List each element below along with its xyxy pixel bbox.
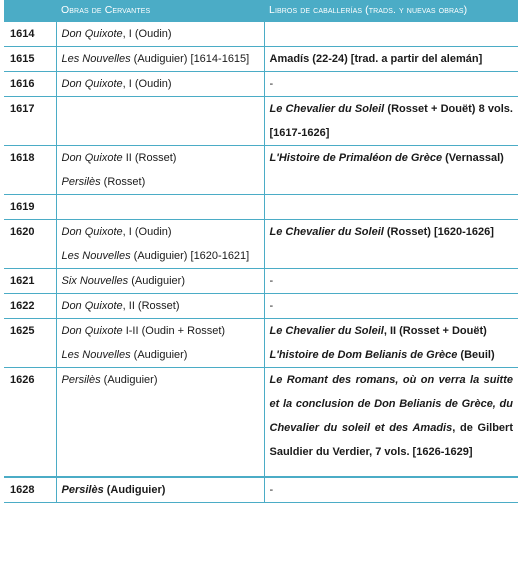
caballerias-cell — [264, 22, 518, 47]
cervantes-cell — [56, 294, 264, 319]
work-line — [62, 146, 259, 170]
year-cell: 1615 — [4, 47, 56, 72]
cervantes-cell — [56, 97, 264, 146]
table-row — [4, 146, 518, 195]
work-detail: , II (Rosset + Douët) — [383, 325, 487, 337]
work-detail: , de Gilbert Sauldier du Verdier, 7 vols. [1626-1629] — [269, 422, 513, 458]
year-cell: 1628 — [4, 477, 56, 503]
year-cell: 1626 — [4, 368, 56, 478]
work-line — [62, 170, 259, 194]
year-cell: 1620 — [4, 220, 56, 269]
table-row — [4, 294, 518, 319]
work-title: Les Nouvelles — [61, 53, 131, 65]
work-title: Le Chevalier du Soleil — [269, 103, 385, 115]
table-row — [4, 97, 518, 146]
caballerias-cell — [264, 319, 518, 368]
work-title: Le Chevalier du Soleil — [269, 226, 384, 238]
cervantes-cell — [56, 47, 264, 72]
year-cell: 1618 — [4, 146, 56, 195]
caballerias-cell — [264, 146, 518, 195]
caballerias-cell — [264, 97, 518, 146]
table-row — [4, 368, 518, 478]
work-title: L'histoire de Dom Belianis de Grèce — [269, 349, 458, 361]
caballerias-cell — [264, 220, 518, 269]
work-detail: (Audiguier) [1614-1615] — [130, 53, 250, 65]
year-cell: 1622 — [4, 294, 56, 319]
work-detail: (Audiguier) — [128, 275, 185, 287]
year-cell: 1619 — [4, 195, 56, 220]
work-detail: , II (Rosset) — [122, 300, 180, 312]
work-title: Le Romant des romans, où on verra la suitte et la conclusion de Don Belianis de Grèce, du Chevalier du soleil et des Amadis — [269, 374, 513, 434]
work-detail: (Vernassal) — [442, 152, 504, 164]
work-detail: , I (Oudin) — [122, 28, 172, 40]
table-header — [4, 0, 518, 22]
header-year — [4, 0, 56, 22]
work-title: Don Quixote — [61, 226, 123, 238]
work-line — [62, 343, 259, 367]
work-title: Persilès — [61, 374, 101, 386]
cervantes-cell — [56, 477, 264, 503]
caballerias-cell: - — [264, 72, 518, 97]
work-title: Persilès — [61, 176, 101, 188]
caballerias-cell — [264, 368, 518, 478]
year-cell: 1614 — [4, 22, 56, 47]
work-detail: (Rosset + Douët) 8 vols. [1617-1626] — [269, 103, 513, 139]
caballerias-cell: - — [264, 477, 518, 503]
work-title: Six Nouvelles — [61, 275, 129, 287]
table-row — [4, 269, 518, 294]
year-cell: 1617 — [4, 97, 56, 146]
work-title: Les Nouvelles — [61, 250, 131, 262]
table-row — [4, 477, 518, 503]
work-detail: II (Rosset) — [122, 152, 177, 164]
caballerias-cell: - — [264, 269, 518, 294]
work-title: Le Chevalier du Soleil — [269, 325, 384, 337]
cervantes-cell — [56, 368, 264, 478]
year-cell: 1621 — [4, 269, 56, 294]
cervantes-cell — [56, 220, 264, 269]
work-line — [270, 319, 514, 343]
caballerias-cell: Amadís (22-24) [trad. a partir del alemán] — [264, 47, 518, 72]
work-line — [62, 244, 259, 268]
work-detail: (Audiguier) [1620-1621] — [130, 250, 250, 262]
caballerias-cell: - — [264, 294, 518, 319]
work-detail: (Audiguier) — [103, 484, 166, 496]
cervantes-cell — [56, 146, 264, 195]
work-title: Don Quixote — [61, 325, 123, 337]
cervantes-cell — [56, 22, 264, 47]
work-detail: (Rosset) — [100, 176, 146, 188]
cervantes-cell — [56, 269, 264, 294]
work-title: Don Quixote — [61, 78, 123, 90]
work-line — [62, 220, 259, 244]
work-title: Don Quixote — [61, 28, 123, 40]
cervantes-cell — [56, 72, 264, 97]
header-caballerias: Libros de caballerías (trads. y nuevas obras) — [264, 0, 518, 22]
caballerias-cell — [264, 195, 518, 220]
table-row — [4, 22, 518, 47]
work-detail: (Rosset) [1620-1626] — [383, 226, 494, 238]
year-cell: 1616 — [4, 72, 56, 97]
work-line — [62, 319, 259, 343]
work-title: Don Quixote — [61, 300, 123, 312]
work-title: Les Nouvelles — [61, 349, 131, 361]
table-row — [4, 319, 518, 368]
work-detail: (Beuil) — [457, 349, 495, 361]
work-detail: , I (Oudin) — [122, 226, 172, 238]
work-line — [270, 343, 514, 367]
work-detail: I-II (Oudin + Rosset) — [122, 325, 226, 337]
year-cell: 1625 — [4, 319, 56, 368]
table-row — [4, 72, 518, 97]
work-title: L'Histoire de Primaléon de Grèce — [269, 152, 443, 164]
table-row — [4, 220, 518, 269]
work-detail: , I (Oudin) — [122, 78, 172, 90]
work-detail: (Audiguier) — [100, 374, 158, 386]
work-detail: (Audiguier) — [130, 349, 188, 361]
work-title: Don Quixote — [61, 152, 123, 164]
table-row — [4, 195, 518, 220]
editions-table — [4, 0, 518, 503]
header-cervantes: Obras de Cervantes — [56, 0, 264, 22]
cervantes-cell — [56, 195, 264, 220]
work-title: Persilès — [61, 484, 104, 496]
cervantes-cell — [56, 319, 264, 368]
table-row — [4, 47, 518, 72]
